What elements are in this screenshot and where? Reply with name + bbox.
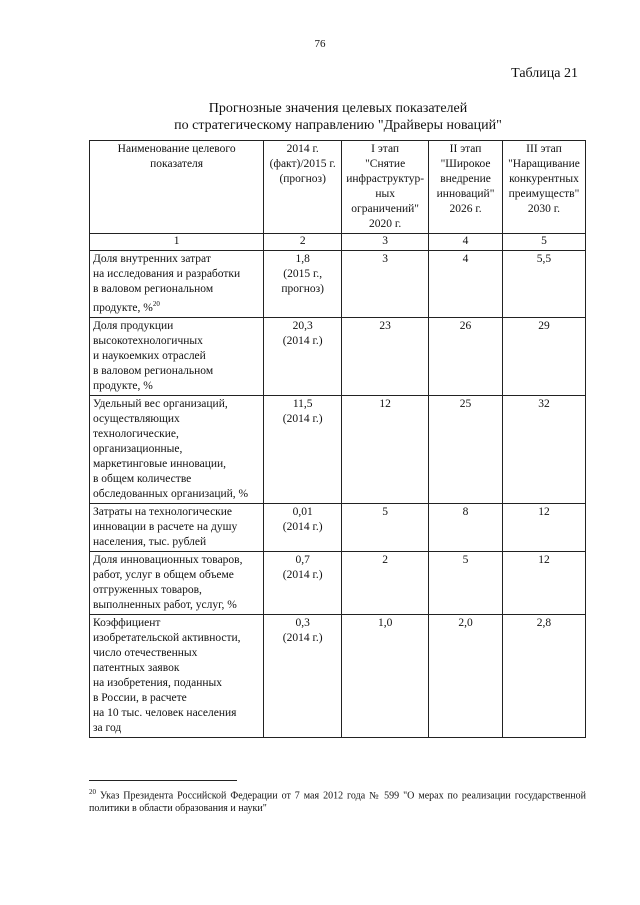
footnote-reference: 20 <box>152 300 160 308</box>
text-line: (2014 г.) <box>282 520 323 533</box>
column-number-5: 5 <box>502 234 585 251</box>
table-body <box>90 251 586 738</box>
text-line: 1,8 <box>295 253 310 265</box>
text-line: "Снятие <box>365 158 406 170</box>
header-stage-2 <box>429 141 503 234</box>
stage-3-value-cell: 5,5 <box>502 251 585 318</box>
header-stage-3 <box>502 141 585 234</box>
column-number-row <box>90 234 586 251</box>
indicator-name-line: выполненных работ, услуг, % <box>93 598 237 611</box>
column-number-3: 3 <box>342 234 429 251</box>
text-line: (2014 г.) <box>282 412 323 425</box>
indicator-name-line: и наукоемких отраслей <box>93 349 206 362</box>
text-line: "Широкое <box>440 158 491 170</box>
stage-1-value-cell: 3 <box>342 251 429 318</box>
text-line: конкурентных <box>509 173 579 185</box>
indicator-name-line: изобретательской активности, <box>93 631 241 644</box>
base-value-cell <box>264 395 342 503</box>
stage-1-value-cell: 12 <box>342 395 429 503</box>
text-line: II этап <box>449 143 482 155</box>
table-title-line-2: по стратегическому направлению "Драйверы новаций" <box>174 118 502 133</box>
column-number-2: 2 <box>264 234 342 251</box>
indicator-name-line: Коэффициент <box>93 616 161 629</box>
table-title <box>88 100 588 134</box>
stage-2-value-cell: 25 <box>429 395 503 503</box>
indicator-name-line: Доля инновационных товаров, <box>93 553 243 566</box>
stage-2-value-cell: 2,0 <box>429 614 503 737</box>
text-line: 0,01 <box>292 505 313 518</box>
indicator-name-line: населения, тыс. рублей <box>93 535 207 548</box>
stage-1-value-cell: 23 <box>342 317 429 395</box>
header-indicator-name <box>90 141 264 234</box>
indicator-name-line: Затраты на технологические <box>93 505 233 518</box>
header-row <box>90 141 586 234</box>
indicator-name-cell <box>90 251 264 318</box>
indicator-name-cell <box>90 503 264 551</box>
text-line: I этап <box>371 143 400 155</box>
indicator-name-line: осуществляющих <box>93 412 180 425</box>
indicator-name-line: продукте, % <box>93 379 153 392</box>
table-row <box>90 614 586 737</box>
text-line: 2030 г. <box>527 203 561 215</box>
table-label: Таблица 21 <box>511 66 578 81</box>
stage-3-value-cell: 12 <box>502 503 585 551</box>
stage-3-value-cell: 12 <box>502 551 585 614</box>
page-number: 76 <box>314 38 326 50</box>
text-line: (прогноз) <box>279 173 326 185</box>
table-title-line-1: Прогнозные значения целевых показателей <box>208 101 468 116</box>
text-line: 2026 г. <box>449 203 482 215</box>
column-number-4: 4 <box>429 234 503 251</box>
indicator-name-line: патентных заявок <box>93 661 180 674</box>
text-line: (факт)/2015 г. <box>269 158 336 170</box>
stage-3-value-cell: 32 <box>502 395 585 503</box>
header-base-year <box>264 141 342 234</box>
stage-1-value-cell: 5 <box>342 503 429 551</box>
text-line: III этап <box>526 143 562 155</box>
text-line: инфраструктур- <box>346 173 425 185</box>
base-value-cell <box>264 614 342 737</box>
indicator-name-line: продукте, %$^{20}$ <box>93 300 160 314</box>
indicator-name-line: технологические, <box>93 427 179 440</box>
text-line: преимуществ" <box>508 188 580 200</box>
text-line: Наименование целевого <box>117 143 236 155</box>
indicator-name-cell <box>90 614 264 737</box>
text-line: показателя <box>150 158 204 170</box>
indicator-name-line: Доля продукции <box>93 319 174 332</box>
stage-3-value-cell: 2,8 <box>502 614 585 737</box>
stage-1-value-cell: 1,0 <box>342 614 429 737</box>
indicator-name-cell <box>90 317 264 395</box>
indicator-name-line: на изобретения, поданных <box>93 676 223 689</box>
indicator-name-line: в России, в расчете <box>93 691 187 704</box>
indicator-name-line: маркетинговые инновации, <box>93 457 227 470</box>
indicator-name-cell <box>90 395 264 503</box>
stage-2-value-cell: 5 <box>429 551 503 614</box>
indicator-name-line: работ, услуг в общем объеме <box>93 568 234 581</box>
text-line: "Наращивание <box>508 158 580 170</box>
text-line: инноваций" <box>436 188 495 200</box>
text-line: (2014 г.) <box>282 568 323 581</box>
base-value-cell <box>264 551 342 614</box>
text-line: 0,7 <box>295 553 310 566</box>
indicator-name-cell <box>90 551 264 614</box>
stage-2-value-cell: 26 <box>429 317 503 395</box>
table-row <box>90 317 586 395</box>
text-line: 2020 г. <box>369 218 402 230</box>
stage-2-value-cell: 4 <box>429 251 503 318</box>
footnote-number: 20 <box>89 788 96 796</box>
indicator-name-line: число отечественных <box>93 646 198 659</box>
footnote <box>89 786 586 815</box>
indicator-name-line: в общем количестве <box>93 472 192 485</box>
text-line: 11,5 <box>292 397 313 410</box>
indicator-name-line: высокотехнологичных <box>93 334 203 347</box>
text-line: (2014 г.) <box>282 334 323 347</box>
text-line: 2014 г. <box>286 143 319 155</box>
stage-1-value-cell: 2 <box>342 551 429 614</box>
indicator-name-line: в валовом региональном <box>93 283 214 295</box>
text-line: (2015 г., <box>283 268 323 280</box>
base-value-cell <box>264 251 342 318</box>
table-row <box>90 395 586 503</box>
indicator-name-line: Удельный вес организаций, <box>93 397 228 410</box>
table-row <box>90 251 586 318</box>
text-line: 20,3 <box>292 319 313 332</box>
indicator-name-line: за год <box>93 721 122 734</box>
text-line: 0,3 <box>295 616 310 629</box>
table-row <box>90 503 586 551</box>
indicator-name-line: обследованных организаций, % <box>93 487 249 500</box>
base-value-cell <box>264 503 342 551</box>
table-row <box>90 551 586 614</box>
footnote-divider <box>89 780 237 781</box>
text-line: (2014 г.) <box>282 631 323 644</box>
text-line: внедрение <box>440 173 491 185</box>
indicator-name-line: организационные, <box>93 442 183 455</box>
base-value-cell <box>264 317 342 395</box>
stage-2-value-cell: 8 <box>429 503 503 551</box>
column-number-1: 1 <box>90 234 264 251</box>
indicator-name-line: на исследования и разработки <box>93 268 241 280</box>
text-line: ных <box>375 188 395 200</box>
indicator-name-line: в валовом региональном <box>93 364 214 377</box>
stage-3-value-cell: 29 <box>502 317 585 395</box>
footnote-text: Указ Президента Российской Федерации от 7 мая 2012 года № 599 "О мерах по реализации государственной политики в области образования и науки" <box>89 790 586 815</box>
indicator-name-line: на 10 тыс. человек населения <box>93 706 237 719</box>
text-line: прогноз) <box>281 283 325 295</box>
header-stage-1 <box>342 141 429 234</box>
indicator-name-line: отгруженных товаров, <box>93 583 202 596</box>
indicator-name-line: Доля внутренних затрат <box>93 253 211 265</box>
indicators-table <box>89 140 586 738</box>
text-line: ограничений" <box>351 203 419 215</box>
indicator-name-line: инновации в расчете на душу <box>93 520 238 533</box>
